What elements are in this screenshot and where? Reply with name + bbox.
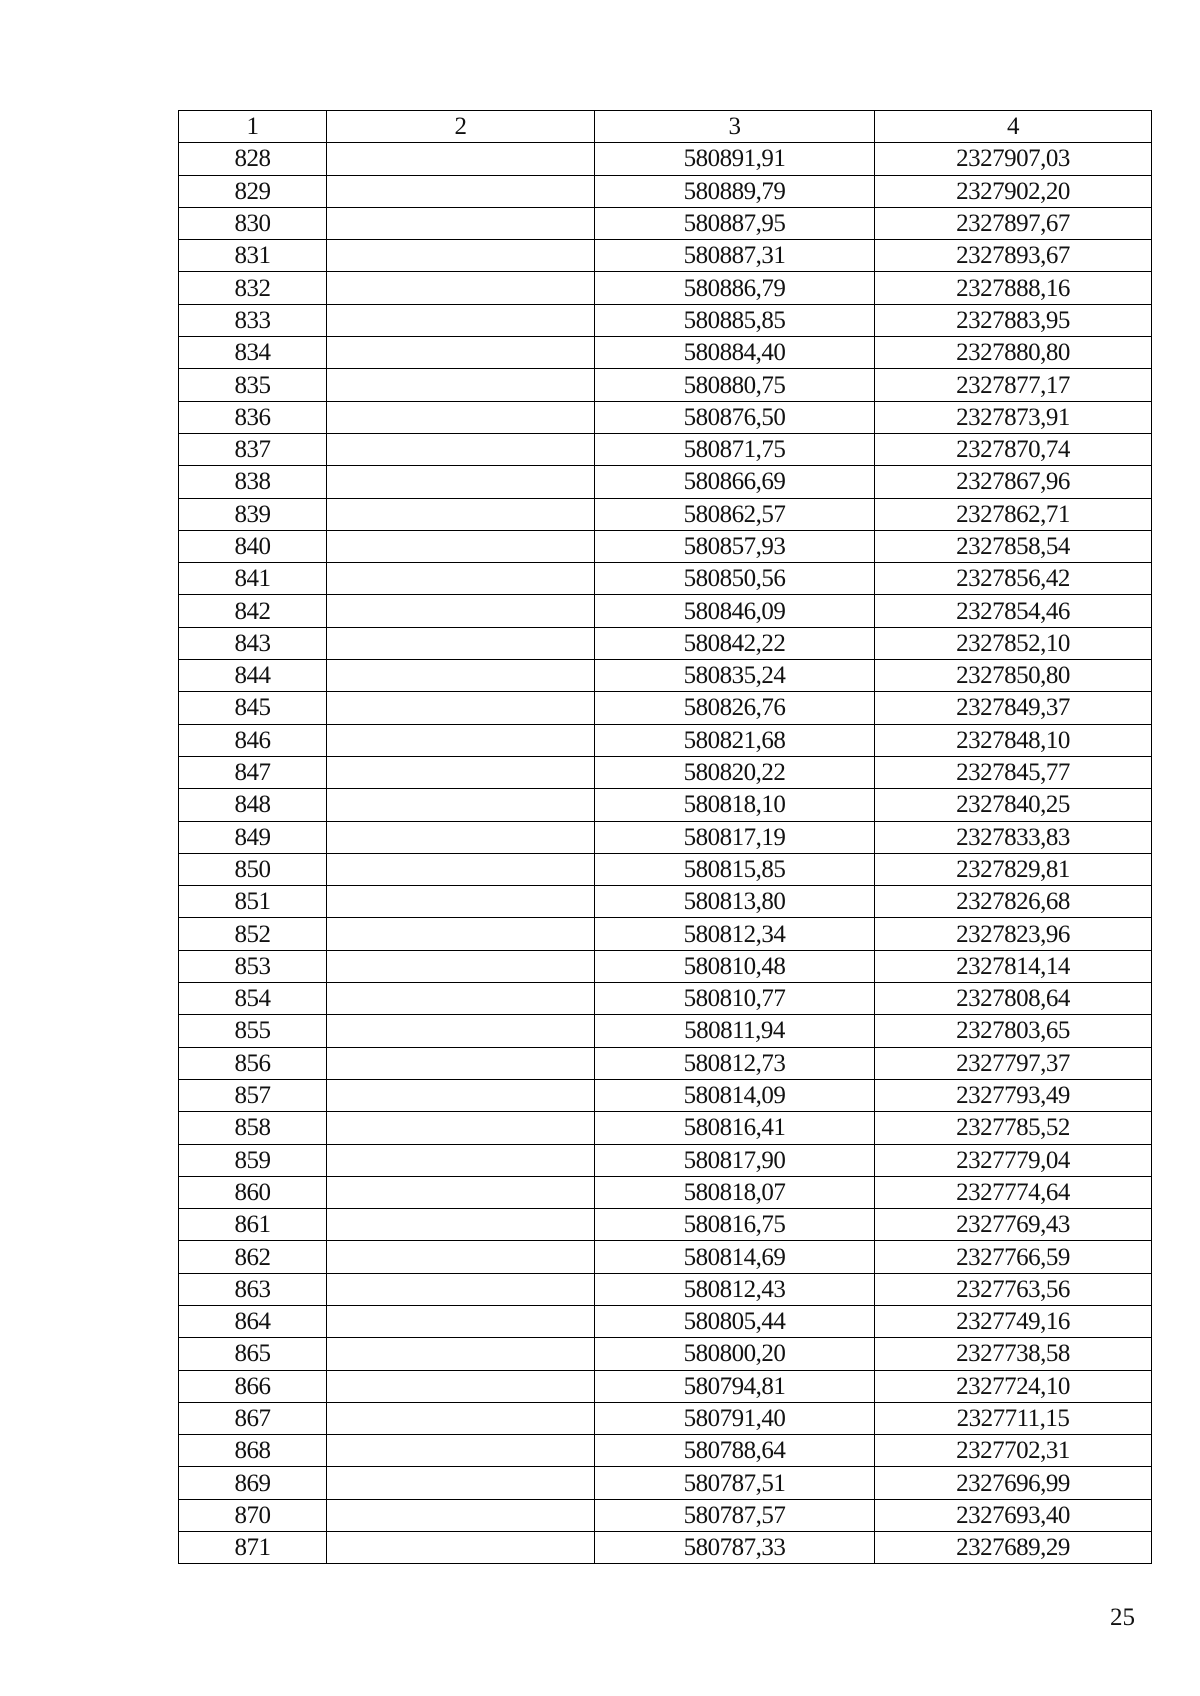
- description-cell: [327, 530, 595, 562]
- description-cell: [327, 1402, 595, 1434]
- table-row: [179, 821, 1152, 853]
- point-number-cell: 845: [179, 692, 327, 724]
- point-number-cell: 847: [179, 756, 327, 788]
- table-row: [179, 337, 1152, 369]
- table-row: [179, 466, 1152, 498]
- x-coordinate-cell: 580886,79: [595, 272, 875, 304]
- point-number-cell: 853: [179, 950, 327, 982]
- point-number-cell: 857: [179, 1079, 327, 1111]
- table-row: [179, 1047, 1152, 1079]
- point-number-cell: 836: [179, 401, 327, 433]
- x-coordinate-cell: 580835,24: [595, 660, 875, 692]
- y-coordinate-cell: 2327845,77: [875, 756, 1152, 788]
- point-number-cell: 862: [179, 1241, 327, 1273]
- x-coordinate-cell: 580818,10: [595, 789, 875, 821]
- description-cell: [327, 401, 595, 433]
- point-number-cell: 867: [179, 1402, 327, 1434]
- point-number-cell: 865: [179, 1338, 327, 1370]
- column-header-2: 2: [327, 111, 595, 143]
- point-number-cell: 866: [179, 1370, 327, 1402]
- table-row: [179, 272, 1152, 304]
- y-coordinate-cell: 2327749,16: [875, 1305, 1152, 1337]
- y-coordinate-cell: 2327849,37: [875, 692, 1152, 724]
- y-coordinate-cell: 2327696,99: [875, 1467, 1152, 1499]
- x-coordinate-cell: 580871,75: [595, 433, 875, 465]
- description-cell: [327, 1532, 595, 1564]
- x-coordinate-cell: 580787,51: [595, 1467, 875, 1499]
- point-number-cell: 841: [179, 563, 327, 595]
- y-coordinate-cell: 2327873,91: [875, 401, 1152, 433]
- description-cell: [327, 627, 595, 659]
- column-header-1: 1: [179, 111, 327, 143]
- table-row: [179, 692, 1152, 724]
- table-row: [179, 1079, 1152, 1111]
- point-number-cell: 854: [179, 983, 327, 1015]
- description-cell: [327, 1338, 595, 1370]
- description-cell: [327, 1112, 595, 1144]
- table-row: [179, 627, 1152, 659]
- table-row: [179, 1338, 1152, 1370]
- description-cell: [327, 1435, 595, 1467]
- y-coordinate-cell: 2327858,54: [875, 530, 1152, 562]
- y-coordinate-cell: 2327797,37: [875, 1047, 1152, 1079]
- y-coordinate-cell: 2327711,15: [875, 1402, 1152, 1434]
- point-number-cell: 856: [179, 1047, 327, 1079]
- y-coordinate-cell: 2327833,83: [875, 821, 1152, 853]
- x-coordinate-cell: 580811,94: [595, 1015, 875, 1047]
- point-number-cell: 868: [179, 1435, 327, 1467]
- y-coordinate-cell: 2327823,96: [875, 918, 1152, 950]
- description-cell: [327, 1015, 595, 1047]
- y-coordinate-cell: 2327808,64: [875, 983, 1152, 1015]
- point-number-cell: 843: [179, 627, 327, 659]
- point-number-cell: 829: [179, 175, 327, 207]
- point-number-cell: 834: [179, 337, 327, 369]
- x-coordinate-cell: 580817,90: [595, 1144, 875, 1176]
- y-coordinate-cell: 2327867,96: [875, 466, 1152, 498]
- description-cell: [327, 595, 595, 627]
- y-coordinate-cell: 2327763,56: [875, 1273, 1152, 1305]
- point-number-cell: 852: [179, 918, 327, 950]
- table-row: [179, 1209, 1152, 1241]
- point-number-cell: 846: [179, 724, 327, 756]
- description-cell: [327, 1241, 595, 1273]
- y-coordinate-cell: 2327848,10: [875, 724, 1152, 756]
- y-coordinate-cell: 2327814,14: [875, 950, 1152, 982]
- description-cell: [327, 853, 595, 885]
- description-cell: [327, 756, 595, 788]
- column-header-4: 4: [875, 111, 1152, 143]
- description-cell: [327, 1209, 595, 1241]
- y-coordinate-cell: 2327854,46: [875, 595, 1152, 627]
- y-coordinate-cell: 2327870,74: [875, 433, 1152, 465]
- description-cell: [327, 660, 595, 692]
- y-coordinate-cell: 2327769,43: [875, 1209, 1152, 1241]
- x-coordinate-cell: 580816,41: [595, 1112, 875, 1144]
- table-row: [179, 498, 1152, 530]
- y-coordinate-cell: 2327766,59: [875, 1241, 1152, 1273]
- point-number-cell: 840: [179, 530, 327, 562]
- y-coordinate-cell: 2327774,64: [875, 1176, 1152, 1208]
- table-row: [179, 660, 1152, 692]
- table-row: [179, 240, 1152, 272]
- y-coordinate-cell: 2327880,80: [875, 337, 1152, 369]
- description-cell: [327, 175, 595, 207]
- table-row: [179, 1305, 1152, 1337]
- table-row: [179, 1176, 1152, 1208]
- point-number-cell: 855: [179, 1015, 327, 1047]
- point-number-cell: 838: [179, 466, 327, 498]
- description-cell: [327, 240, 595, 272]
- point-number-cell: 863: [179, 1273, 327, 1305]
- table-row: [179, 1112, 1152, 1144]
- x-coordinate-cell: 580891,91: [595, 143, 875, 175]
- x-coordinate-cell: 580850,56: [595, 563, 875, 595]
- description-cell: [327, 1305, 595, 1337]
- x-coordinate-cell: 580862,57: [595, 498, 875, 530]
- x-coordinate-cell: 580812,43: [595, 1273, 875, 1305]
- description-cell: [327, 1144, 595, 1176]
- x-coordinate-cell: 580880,75: [595, 369, 875, 401]
- point-number-cell: 833: [179, 304, 327, 336]
- y-coordinate-cell: 2327785,52: [875, 1112, 1152, 1144]
- y-coordinate-cell: 2327702,31: [875, 1435, 1152, 1467]
- point-number-cell: 849: [179, 821, 327, 853]
- description-cell: [327, 983, 595, 1015]
- table-row: [179, 886, 1152, 918]
- x-coordinate-cell: 580884,40: [595, 337, 875, 369]
- description-cell: [327, 789, 595, 821]
- table-body: [179, 143, 1152, 1564]
- x-coordinate-cell: 580814,09: [595, 1079, 875, 1111]
- y-coordinate-cell: 2327897,67: [875, 207, 1152, 239]
- y-coordinate-cell: 2327689,29: [875, 1532, 1152, 1564]
- x-coordinate-cell: 580814,69: [595, 1241, 875, 1273]
- description-cell: [327, 918, 595, 950]
- x-coordinate-cell: 580842,22: [595, 627, 875, 659]
- point-number-cell: 871: [179, 1532, 327, 1564]
- table-row: [179, 853, 1152, 885]
- point-number-cell: 832: [179, 272, 327, 304]
- point-number-cell: 860: [179, 1176, 327, 1208]
- y-coordinate-cell: 2327893,67: [875, 240, 1152, 272]
- table-row: [179, 175, 1152, 207]
- point-number-cell: 839: [179, 498, 327, 530]
- table-row: [179, 1370, 1152, 1402]
- description-cell: [327, 1499, 595, 1531]
- y-coordinate-cell: 2327779,04: [875, 1144, 1152, 1176]
- x-coordinate-cell: 580821,68: [595, 724, 875, 756]
- table-row: [179, 563, 1152, 595]
- y-coordinate-cell: 2327852,10: [875, 627, 1152, 659]
- x-coordinate-cell: 580812,73: [595, 1047, 875, 1079]
- description-cell: [327, 563, 595, 595]
- point-number-cell: 828: [179, 143, 327, 175]
- x-coordinate-cell: 580846,09: [595, 595, 875, 627]
- point-number-cell: 842: [179, 595, 327, 627]
- x-coordinate-cell: 580826,76: [595, 692, 875, 724]
- table-row: [179, 304, 1152, 336]
- x-coordinate-cell: 580810,77: [595, 983, 875, 1015]
- description-cell: [327, 1079, 595, 1111]
- description-cell: [327, 433, 595, 465]
- description-cell: [327, 272, 595, 304]
- x-coordinate-cell: 580889,79: [595, 175, 875, 207]
- x-coordinate-cell: 580812,34: [595, 918, 875, 950]
- x-coordinate-cell: 580813,80: [595, 886, 875, 918]
- y-coordinate-cell: 2327902,20: [875, 175, 1152, 207]
- table-row: [179, 1532, 1152, 1564]
- x-coordinate-cell: 580788,64: [595, 1435, 875, 1467]
- x-coordinate-cell: 580787,57: [595, 1499, 875, 1531]
- y-coordinate-cell: 2327826,68: [875, 886, 1152, 918]
- x-coordinate-cell: 580787,33: [595, 1532, 875, 1564]
- x-coordinate-cell: 580816,75: [595, 1209, 875, 1241]
- point-number-cell: 837: [179, 433, 327, 465]
- x-coordinate-cell: 580815,85: [595, 853, 875, 885]
- table-row: [179, 1273, 1152, 1305]
- point-number-cell: 864: [179, 1305, 327, 1337]
- y-coordinate-cell: 2327862,71: [875, 498, 1152, 530]
- table-header-row: [179, 111, 1152, 143]
- table-row: [179, 401, 1152, 433]
- x-coordinate-cell: 580791,40: [595, 1402, 875, 1434]
- description-cell: [327, 886, 595, 918]
- description-cell: [327, 207, 595, 239]
- x-coordinate-cell: 580887,31: [595, 240, 875, 272]
- table-row: [179, 983, 1152, 1015]
- x-coordinate-cell: 580810,48: [595, 950, 875, 982]
- description-cell: [327, 1467, 595, 1499]
- x-coordinate-cell: 580885,85: [595, 304, 875, 336]
- point-number-cell: 848: [179, 789, 327, 821]
- y-coordinate-cell: 2327840,25: [875, 789, 1152, 821]
- x-coordinate-cell: 580817,19: [595, 821, 875, 853]
- table-row: [179, 756, 1152, 788]
- table-row: [179, 1402, 1152, 1434]
- x-coordinate-cell: 580876,50: [595, 401, 875, 433]
- point-number-cell: 831: [179, 240, 327, 272]
- table-row: [179, 207, 1152, 239]
- description-cell: [327, 143, 595, 175]
- y-coordinate-cell: 2327793,49: [875, 1079, 1152, 1111]
- table-row: [179, 1144, 1152, 1176]
- table-row: [179, 1015, 1152, 1047]
- description-cell: [327, 1176, 595, 1208]
- y-coordinate-cell: 2327803,65: [875, 1015, 1152, 1047]
- point-number-cell: 870: [179, 1499, 327, 1531]
- table-row: [179, 369, 1152, 401]
- x-coordinate-cell: 580800,20: [595, 1338, 875, 1370]
- point-number-cell: 830: [179, 207, 327, 239]
- description-cell: [327, 1273, 595, 1305]
- description-cell: [327, 1370, 595, 1402]
- point-number-cell: 858: [179, 1112, 327, 1144]
- point-number-cell: 850: [179, 853, 327, 885]
- column-header-3: 3: [595, 111, 875, 143]
- table-row: [179, 1499, 1152, 1531]
- page-number: 25: [1110, 1604, 1135, 1631]
- point-number-cell: 859: [179, 1144, 327, 1176]
- y-coordinate-cell: 2327693,40: [875, 1499, 1152, 1531]
- y-coordinate-cell: 2327829,81: [875, 853, 1152, 885]
- description-cell: [327, 950, 595, 982]
- table-row: [179, 1241, 1152, 1273]
- table-row: [179, 530, 1152, 562]
- table-row: [179, 1435, 1152, 1467]
- description-cell: [327, 498, 595, 530]
- description-cell: [327, 466, 595, 498]
- x-coordinate-cell: 580887,95: [595, 207, 875, 239]
- x-coordinate-cell: 580866,69: [595, 466, 875, 498]
- point-number-cell: 851: [179, 886, 327, 918]
- description-cell: [327, 369, 595, 401]
- point-number-cell: 844: [179, 660, 327, 692]
- coordinates-table: [178, 110, 1152, 1564]
- table-row: [179, 789, 1152, 821]
- point-number-cell: 835: [179, 369, 327, 401]
- y-coordinate-cell: 2327850,80: [875, 660, 1152, 692]
- x-coordinate-cell: 580818,07: [595, 1176, 875, 1208]
- point-number-cell: 861: [179, 1209, 327, 1241]
- y-coordinate-cell: 2327907,03: [875, 143, 1152, 175]
- x-coordinate-cell: 580794,81: [595, 1370, 875, 1402]
- y-coordinate-cell: 2327724,10: [875, 1370, 1152, 1402]
- point-number-cell: 869: [179, 1467, 327, 1499]
- table-row: [179, 950, 1152, 982]
- description-cell: [327, 1047, 595, 1079]
- x-coordinate-cell: 580820,22: [595, 756, 875, 788]
- table-row: [179, 595, 1152, 627]
- x-coordinate-cell: 580805,44: [595, 1305, 875, 1337]
- description-cell: [327, 304, 595, 336]
- y-coordinate-cell: 2327877,17: [875, 369, 1152, 401]
- table-row: [179, 724, 1152, 756]
- table-row: [179, 1467, 1152, 1499]
- description-cell: [327, 692, 595, 724]
- y-coordinate-cell: 2327888,16: [875, 272, 1152, 304]
- description-cell: [327, 337, 595, 369]
- table-row: [179, 143, 1152, 175]
- y-coordinate-cell: 2327856,42: [875, 563, 1152, 595]
- y-coordinate-cell: 2327883,95: [875, 304, 1152, 336]
- table-row: [179, 433, 1152, 465]
- y-coordinate-cell: 2327738,58: [875, 1338, 1152, 1370]
- description-cell: [327, 821, 595, 853]
- x-coordinate-cell: 580857,93: [595, 530, 875, 562]
- description-cell: [327, 724, 595, 756]
- table-row: [179, 918, 1152, 950]
